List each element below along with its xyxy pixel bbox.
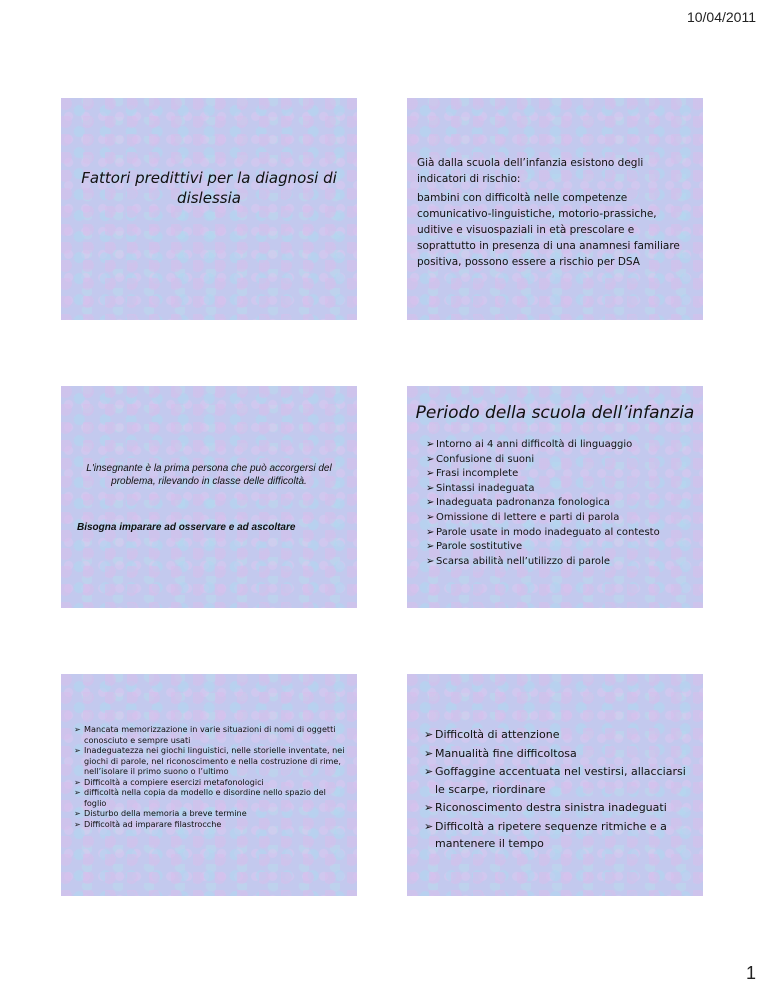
bullet-item <box>424 818 697 853</box>
slide-1-title-line-1: Fattori predittivi per la diagnosi di <box>81 169 337 187</box>
bullet-item <box>426 511 697 526</box>
bullet-item <box>74 787 347 808</box>
arrow-bullet-icon: ➢ <box>424 746 434 760</box>
arrow-bullet-icon: ➢ <box>426 555 435 567</box>
arrow-bullet-icon: ➢ <box>424 765 434 778</box>
bullet-item <box>426 438 697 453</box>
arrow-bullet-icon: ➢ <box>74 808 81 818</box>
arrow-bullet-icon: ➢ <box>426 541 435 553</box>
bullet-text: Omissione di lettere e parti di parola <box>436 511 620 523</box>
arrow-bullet-icon: ➢ <box>426 482 435 494</box>
bullet-item <box>426 453 697 468</box>
header-date: 10/04/2011 <box>686 9 756 25</box>
bullet-text: Manualità fine difficoltosa <box>435 746 577 760</box>
bullet-item <box>426 540 697 555</box>
slide-3-bold-text: Bisogna imparare ad osservare e ad ascoltare <box>77 522 296 533</box>
bullet-item <box>74 808 347 819</box>
arrow-bullet-icon: ➢ <box>424 728 434 741</box>
slide-6-thumbnail <box>407 674 703 896</box>
bullet-item <box>426 526 697 541</box>
bullet-item <box>426 482 697 497</box>
bullet-text: Riconoscimento destra sinistra inadeguati <box>435 801 667 814</box>
bullet-text: Goffaggine accentuata nel vestirsi, allacciarsi le scarpe, riordinare <box>435 765 686 796</box>
arrow-bullet-icon: ➢ <box>426 453 435 465</box>
slide-2-paragraph-1: Già dalla scuola dell’infanzia esistono degli indicatori di rischio: <box>417 157 644 185</box>
arrow-bullet-icon: ➢ <box>426 511 435 523</box>
bullet-text: Difficoltà di attenzione <box>435 728 560 741</box>
slide-2-paragraph-2: bambini con difficoltà nelle competenze comunicativo-linguistiche, motorio-prassiche, uditive e visuospaziali in età prescolare e soprattutto in presenza di una anamnesi familiare positiva, possono essere a rischio per DSA <box>417 192 680 268</box>
bullet-text: Confusione di suoni <box>436 453 535 465</box>
page-number: 1 <box>745 963 756 983</box>
bullet-text: Intorno ai 4 anni difficoltà di linguaggio <box>436 439 633 450</box>
bullet-text: difficoltà nella copia da modello e disordine nello spazio del foglio <box>84 787 326 808</box>
bullet-text: Difficoltà a compiere esercizi metafonologici <box>84 776 264 787</box>
slide-4-bullet-list <box>426 438 697 569</box>
arrow-bullet-icon: ➢ <box>74 745 81 755</box>
bullet-item <box>426 555 697 570</box>
bullet-text: Difficoltà ad imparare filastrocche <box>84 818 222 829</box>
bullet-text: Parole usate in modo inadeguato al contesto <box>436 526 660 538</box>
slide-3-text: L'insegnante è la prima persona che può accorgersi del problema, rilevando in classe delle difficoltà. <box>86 463 332 487</box>
slide-1-thumbnail <box>61 98 357 320</box>
arrow-bullet-icon: ➢ <box>424 819 434 833</box>
slide-6-bullet-list <box>424 726 697 854</box>
arrow-bullet-icon: ➢ <box>426 497 435 509</box>
arrow-bullet-icon: ➢ <box>74 818 81 829</box>
bullet-text: Scarsa abilità nell’utilizzo di parole <box>436 555 610 567</box>
bullet-text: Inadeguata padronanza fonologica <box>436 497 610 509</box>
bullet-text: Inadeguatezza nei giochi linguistici, nelle storielle inventate, nei giochi di parole, nel riconoscimento e nella costruzione di rime, nell’isolare il primo suono o l’ultimo <box>84 745 345 776</box>
slide-1-title-line-2: dislessia <box>177 189 241 207</box>
bullet-item <box>424 799 697 817</box>
bullet-item <box>424 763 697 798</box>
slide-1-title <box>79 168 339 208</box>
slide-3-thumbnail <box>61 386 357 608</box>
bullet-text: Frasi incomplete <box>436 468 519 480</box>
bullet-item <box>426 496 697 511</box>
slide-5-bullet-list <box>74 724 347 829</box>
slide-4-thumbnail <box>407 386 703 608</box>
bullet-item <box>74 777 347 788</box>
bullet-text: Mancata memorizzazione in varie situazioni di nomi di oggetti conosciuto e sempre usati <box>84 724 336 745</box>
bullet-item <box>74 745 347 777</box>
bullet-text: Difficoltà a ripetere sequenze ritmiche e a mantenere il tempo <box>435 819 667 850</box>
bullet-text: Sintassi inadeguata <box>436 482 535 494</box>
arrow-bullet-icon: ➢ <box>426 468 435 480</box>
slide-2-body <box>417 155 695 273</box>
slide-2-thumbnail <box>407 98 703 320</box>
slide-4-title: Periodo della scuola dell’infanzia <box>415 403 695 423</box>
arrow-bullet-icon: ➢ <box>426 439 435 450</box>
bullet-text: Parole sostitutive <box>436 541 523 553</box>
bullet-item <box>424 745 697 763</box>
bullet-text: Disturbo della memoria a breve termine <box>84 808 247 818</box>
bullet-item <box>74 819 347 830</box>
arrow-bullet-icon: ➢ <box>426 526 435 538</box>
slide-5-thumbnail <box>61 674 357 896</box>
arrow-bullet-icon: ➢ <box>74 724 81 734</box>
bullet-item <box>426 467 697 482</box>
arrow-bullet-icon: ➢ <box>74 776 81 787</box>
bullet-item <box>74 724 347 745</box>
arrow-bullet-icon: ➢ <box>424 801 434 814</box>
bullet-item <box>424 726 697 744</box>
arrow-bullet-icon: ➢ <box>74 787 81 797</box>
